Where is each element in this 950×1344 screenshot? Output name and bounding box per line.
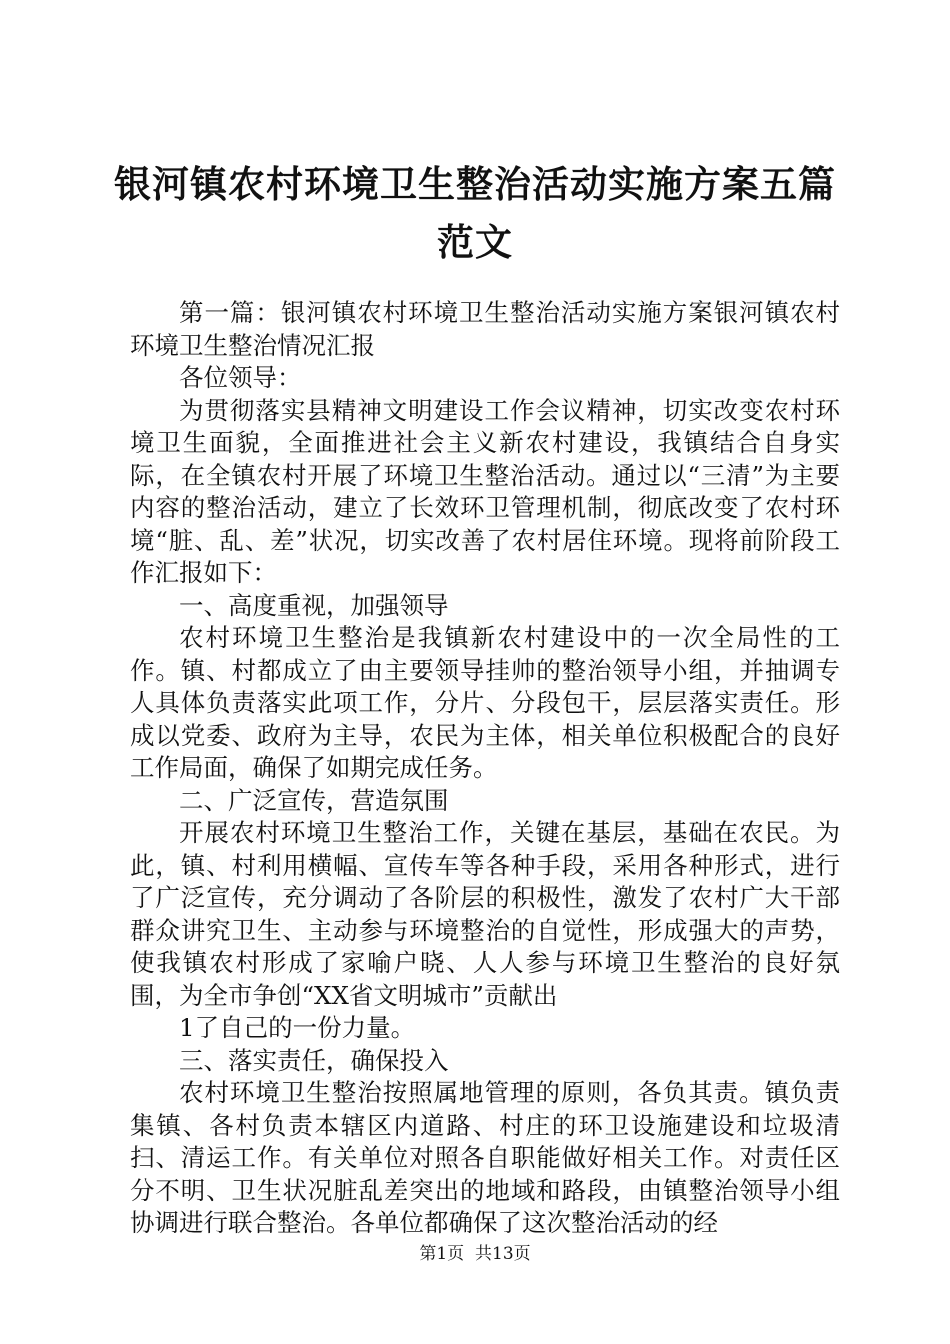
paragraph-chapter-heading: 第一篇：银河镇农村环境卫生整治活动实施方案银河镇农村环境卫生整治情况汇报 xyxy=(130,298,840,360)
section-heading-3: 三、落实责任，确保投入 xyxy=(179,1045,449,1075)
page-total: 共13页 xyxy=(475,1244,531,1264)
section-heading-1: 一、高度重视，加强领导 xyxy=(179,590,449,620)
paragraph-section-3: 农村环境卫生整治按照属地管理的原则，各负其责。镇负责集镇、各村负责本辖区内道路、村庄的环卫设施建设和垃圾清扫、清运工作。有关单位对照各自职能做好相关工作。对责任区分不明、卫生状况脏乱差突出的地域和路段，由镇整治领导小组协调进行联合整治。各单位都确保了这次整治活动的经 xyxy=(130,1078,840,1237)
paragraph-intro: 为贯彻落实县精神文明建设工作会议精神，切实改变农村环境卫生面貌，全面推进社会主义新农村建设，我镇结合自身实际，在全镇农村开展了环境卫生整治活动。通过以“三清”为主要内容的整治活动，建立了长效环卫管理机制，彻底改变了农村环境“脏、乱、差”状况，切实改善了农村居住环境。现将前阶段工作汇报如下： xyxy=(130,395,840,587)
paragraph-salutation: 各位领导： xyxy=(179,363,302,392)
page-number: 第1页 xyxy=(419,1244,465,1264)
section-heading-2: 二、广泛宣传，营造氛围 xyxy=(179,785,449,815)
document-body xyxy=(130,297,840,1240)
document-title: 银河镇农村环境卫生整治活动实施方案五篇范文 xyxy=(114,162,836,264)
page-footer xyxy=(0,1243,950,1265)
paragraph-continuation: 1了自己的一份力量。 xyxy=(179,1013,416,1042)
paragraph-section-2: 开展农村环境卫生整治工作，关键在基层，基础在农民。为此，镇、村利用横幅、宣传车等各种手段，采用各种形式，进行了广泛宣传，充分调动了各阶层的积极性，激发了农村广大干部群众讲究卫生、主动参与环境整治的自觉性，形成强大的声势，使我镇农村形成了家喻户晓、人人参与环境卫生整治的良好氛围，为全市争创“XX省文明城市”贡献出 xyxy=(130,818,840,1010)
paragraph-section-1: 农村环境卫生整治是我镇新农村建设中的一次全局性的工作。镇、村都成立了由主要领导挂帅的整治领导小组，并抽调专人具体负责落实此项工作，分片、分段包干，层层落实责任。形成以党委、政府为主导，农民为主体，相关单位积极配合的良好工作局面，确保了如期完成任务。 xyxy=(130,623,840,782)
footer-spacer xyxy=(464,1244,475,1264)
